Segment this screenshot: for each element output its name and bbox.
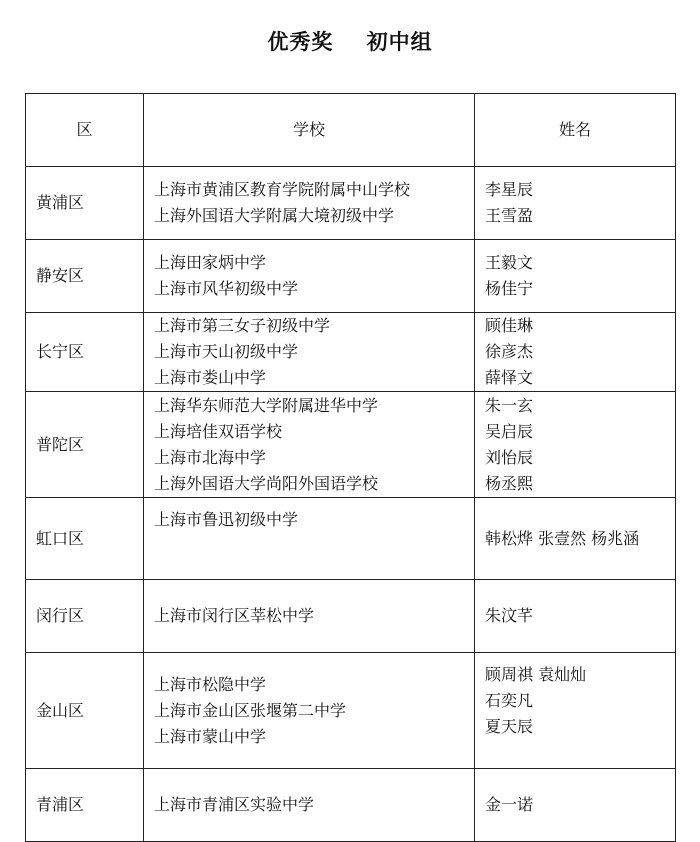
school-cell — [144, 498, 475, 580]
student-name: 朱一玄 — [485, 395, 534, 415]
table-row — [26, 167, 676, 240]
school-cell — [144, 167, 475, 240]
table-row — [26, 392, 676, 498]
student-name: 杨丞熙 — [485, 473, 534, 493]
school-name: 上海市黄浦区教育学院附属中山学校 — [154, 180, 411, 199]
student-cell — [475, 498, 676, 580]
school-cell — [144, 580, 475, 653]
student-name: 顾佳琳 — [485, 316, 534, 335]
district-cell: 虹口区 — [26, 498, 144, 580]
table-header-row — [26, 94, 676, 167]
student-name: 刘怡辰 — [485, 447, 534, 467]
school-name: 上海市松隐中学 — [154, 674, 267, 694]
table-row — [26, 580, 676, 653]
district-cell: 青浦区 — [26, 769, 144, 842]
school-name: 上海市第三女子初级中学 — [154, 316, 331, 335]
school-name: 上海外国语大学尚阳外国语学校 — [154, 473, 379, 493]
student-name: 朱汶芊 — [485, 606, 534, 625]
student-cell — [475, 313, 676, 392]
column-header-school: 学校 — [144, 94, 475, 167]
column-header-district: 区 — [26, 94, 144, 167]
district-cell: 闵行区 — [26, 580, 144, 653]
student-name: 徐彦杰 — [485, 342, 534, 361]
school-name: 上海市北海中学 — [154, 447, 267, 467]
district-cell: 静安区 — [26, 240, 144, 313]
student-name: 王雪盈 — [485, 206, 534, 225]
school-cell — [144, 392, 475, 498]
school-name: 上海市风华初级中学 — [154, 279, 299, 298]
school-cell — [144, 240, 475, 313]
student-cell — [475, 653, 676, 769]
school-name: 上海培佳双语学校 — [154, 421, 283, 441]
award-table — [25, 93, 676, 842]
table-row — [26, 498, 676, 580]
student-name: 石奕凡 — [485, 691, 534, 710]
table-row — [26, 313, 676, 392]
school-name: 上海市金山区张堰第二中学 — [154, 700, 347, 720]
school-name: 上海市蒙山中学 — [154, 726, 267, 746]
school-name: 上海华东师范大学附属进华中学 — [154, 395, 379, 415]
table-row — [26, 240, 676, 313]
table-row — [26, 769, 676, 842]
student-name: 吴启辰 — [485, 421, 534, 441]
district-cell: 普陀区 — [26, 392, 144, 498]
page-title: 优秀奖 初中组 — [267, 29, 433, 54]
school-cell — [144, 653, 475, 769]
student-name: 杨佳宁 — [485, 279, 534, 298]
student-cell — [475, 580, 676, 653]
student-cell — [475, 167, 676, 240]
school-name: 上海市鲁迅初级中学 — [154, 510, 299, 529]
table-row — [26, 653, 676, 769]
student-name: 李星辰 — [485, 180, 534, 199]
student-cell — [475, 240, 676, 313]
student-name: 韩松烨 张壹然 杨兆涵 — [485, 528, 640, 548]
school-name: 上海市天山初级中学 — [154, 342, 299, 361]
school-name: 上海田家炳中学 — [154, 253, 267, 272]
student-name: 顾周祺 袁灿灿 — [485, 665, 587, 684]
school-cell — [144, 769, 475, 842]
column-header-name: 姓名 — [475, 94, 676, 167]
district-cell: 长宁区 — [26, 313, 144, 392]
student-name: 夏天辰 — [485, 717, 534, 736]
school-cell — [144, 313, 475, 392]
school-name: 上海市娄山中学 — [154, 368, 267, 387]
district-cell: 金山区 — [26, 653, 144, 769]
school-name: 上海市青浦区实验中学 — [154, 795, 315, 814]
student-cell — [475, 769, 676, 842]
school-name: 上海市闵行区莘松中学 — [154, 606, 315, 625]
school-name: 上海外国语大学附属大境初级中学 — [154, 206, 395, 225]
student-name: 王毅文 — [485, 253, 534, 272]
student-cell — [475, 392, 676, 498]
district-cell: 黄浦区 — [26, 167, 144, 240]
student-name: 薛怿文 — [485, 368, 534, 387]
student-name: 金一诺 — [485, 795, 534, 814]
